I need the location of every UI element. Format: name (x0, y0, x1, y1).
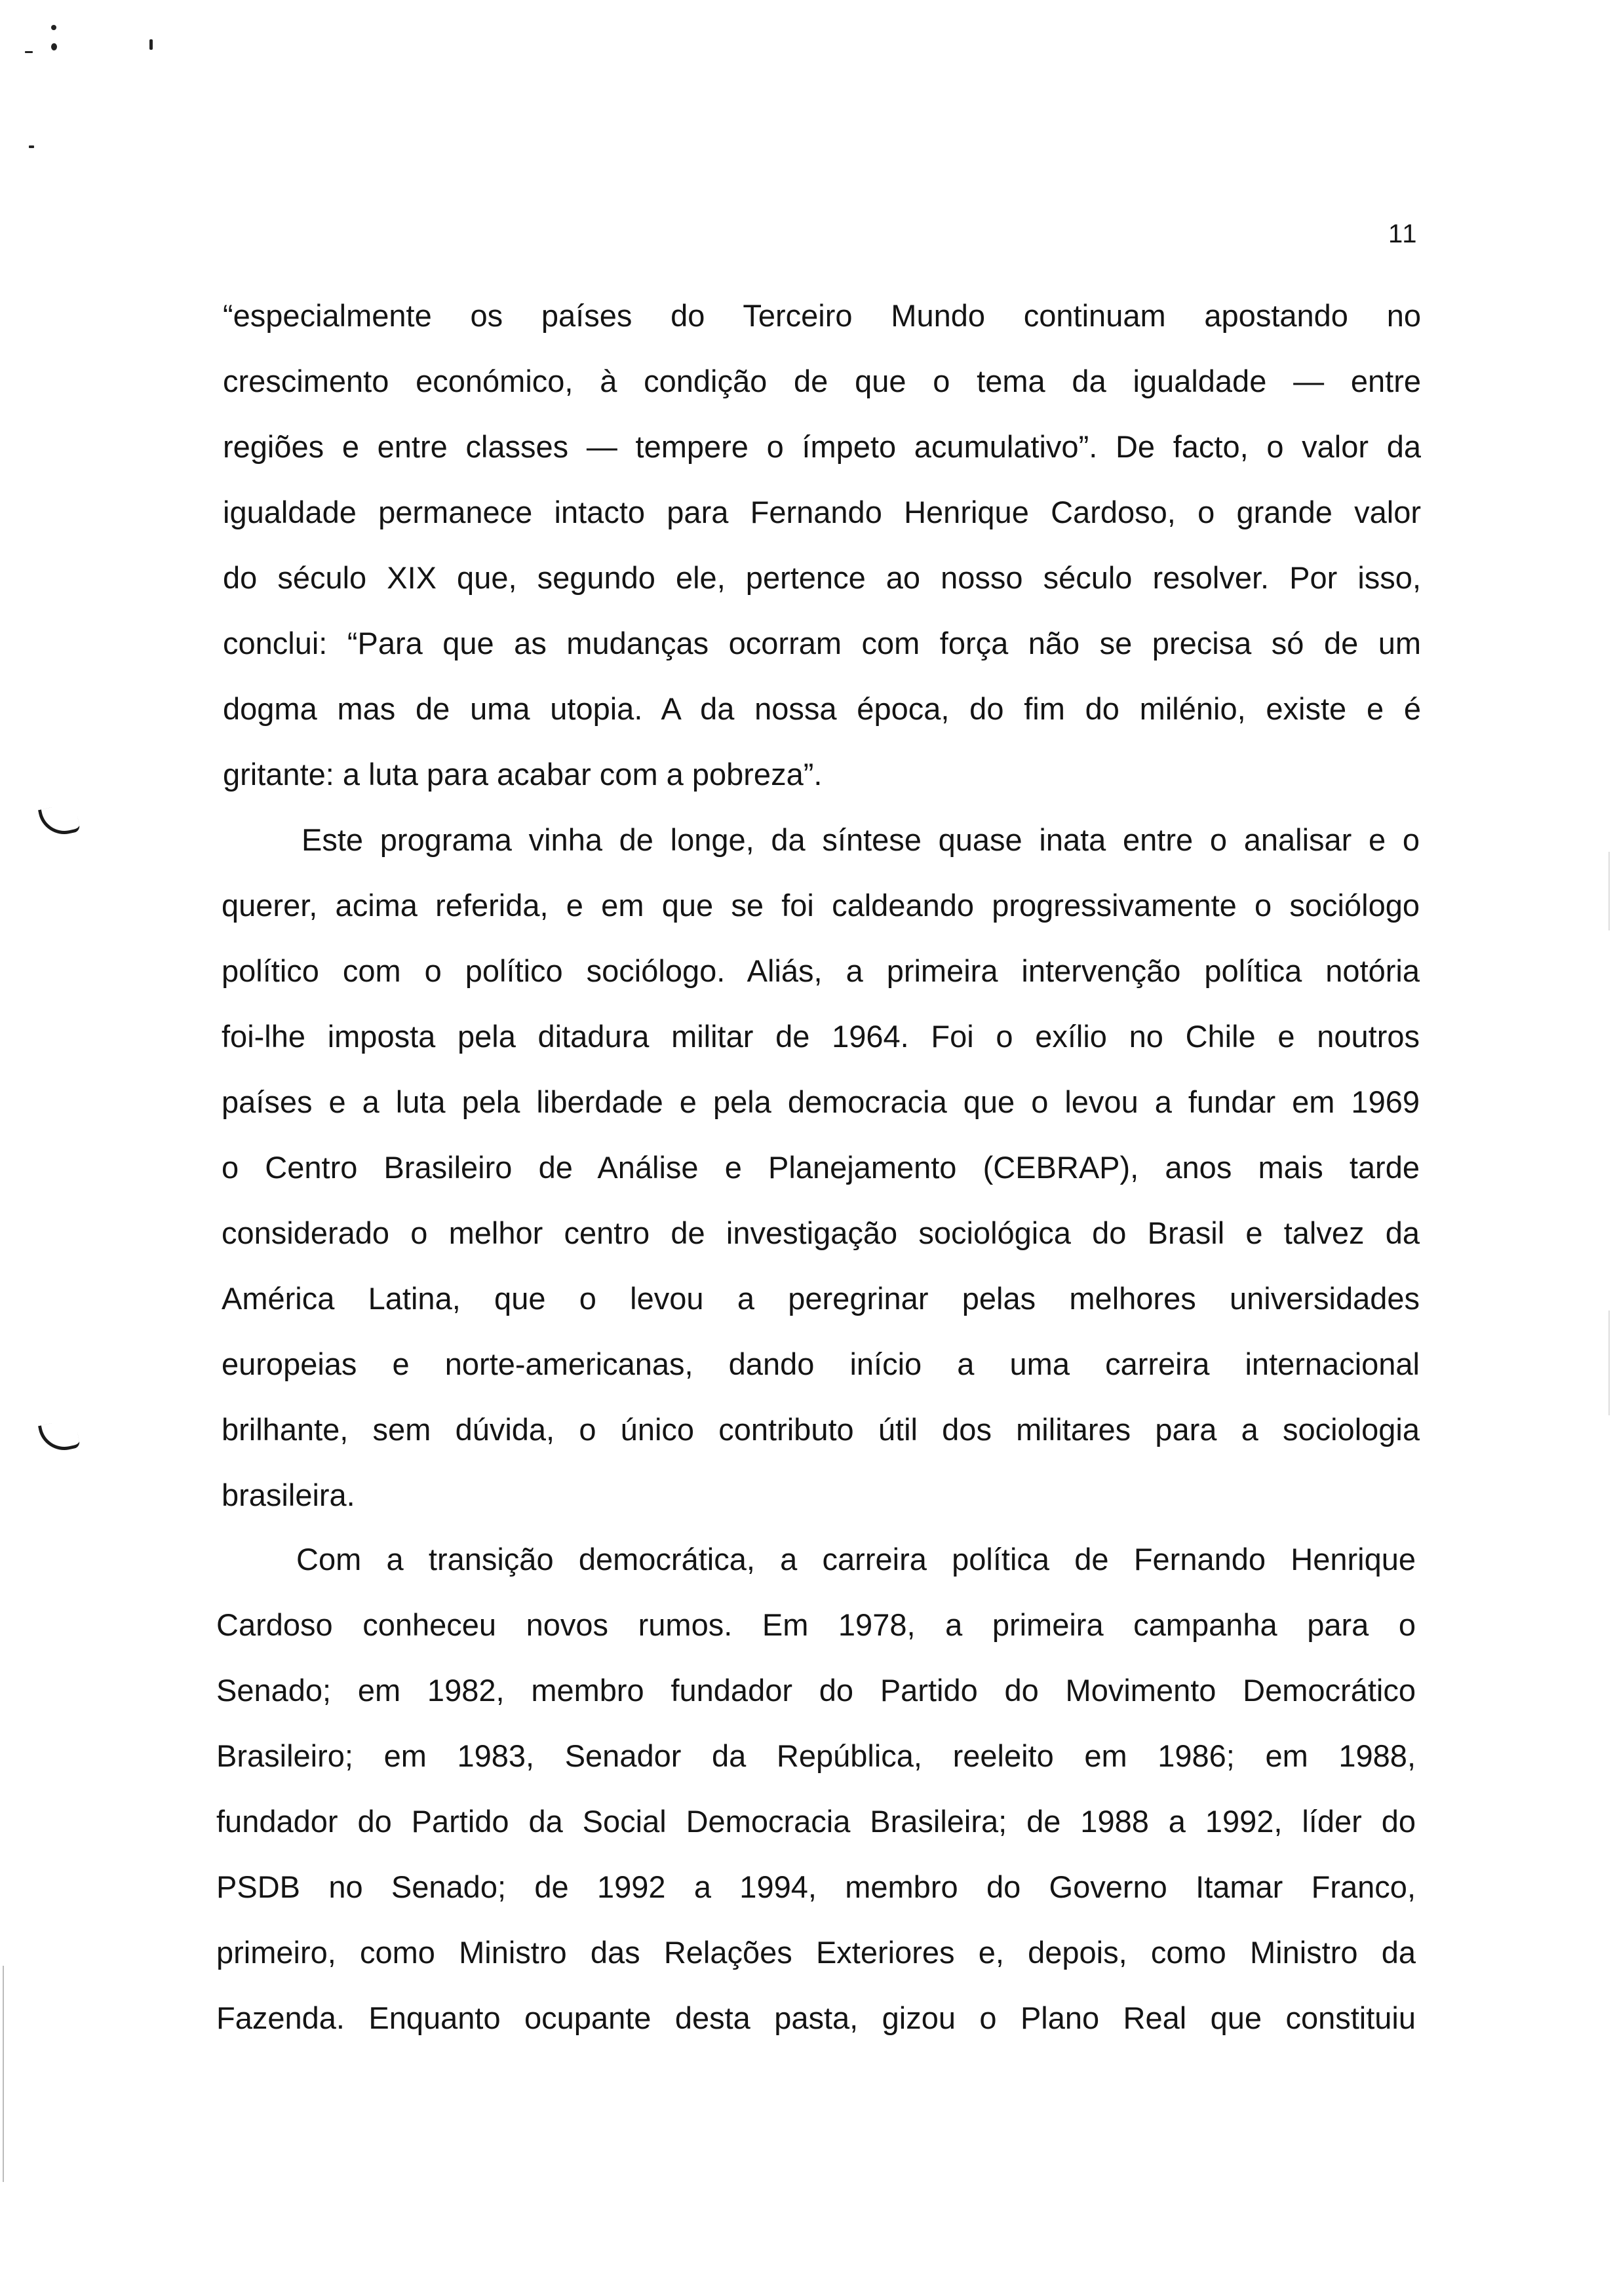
text-line: “especialmente os países do Terceiro Mundo continuam apostando no (223, 298, 1421, 333)
scan-edge-line (1608, 1311, 1610, 1415)
text-line: conclui: “Para que as mudanças ocorram com força não se precisa só de um (223, 626, 1421, 660)
text-line: do século XIX que, segundo ele, pertence ao nosso século resolver. Por isso, (223, 560, 1421, 595)
text-line: gritante: a luta para acabar com a pobreza”. (223, 757, 823, 792)
scan-edge-line (1608, 852, 1610, 930)
paragraph (223, 283, 1421, 807)
text-line: Senado; em 1982, membro fundador do Partido do Movimento Democrático (216, 1673, 1416, 1708)
text-line: foi-lhe imposta pela ditadura militar de 1964. Foi o exílio no Chile e noutros (222, 1019, 1420, 1054)
text-line: países e a luta pela liberdade e pela democracia que o levou a fundar em 1969 (222, 1084, 1420, 1119)
text-line: considerado o melhor centro de investigação sociológica do Brasil e talvez da (222, 1215, 1420, 1250)
text-line: Brasileiro; em 1983, Senador da República, reeleito em 1986; em 1988, (216, 1738, 1416, 1773)
text-line: brasileira. (222, 1478, 355, 1512)
text-line: regiões e entre classes — tempere o ímpeto acumulativo”. De facto, o valor da (223, 429, 1421, 464)
text-line: brilhante, sem dúvida, o único contributo útil dos militares para a sociologia (222, 1412, 1420, 1447)
text-line: Fazenda. Enquanto ocupante desta pasta, gizou o Plano Real que constituiu (216, 2000, 1416, 2035)
text-line: PSDB no Senado; de 1992 a 1994, membro do Governo Itamar Franco, (216, 1869, 1416, 1904)
scan-speck (29, 145, 34, 148)
text-line: Com a transição democrática, a carreira política de Fernando Henrique (296, 1542, 1416, 1577)
text-line: fundador do Partido da Social Democracia Brasileira; de 1988 a 1992, líder do (216, 1804, 1416, 1839)
text-line: América Latina, que o levou a peregrinar pelas melhores universidades (222, 1281, 1420, 1316)
text-line: Este programa vinha de longe, da síntese quase inata entre o analisar e o (302, 822, 1420, 857)
text-line: político com o político sociólogo. Aliás, a primeira intervenção política notória (222, 953, 1420, 988)
paragraph (216, 1527, 1416, 2051)
scan-speck (51, 43, 57, 50)
text-line: igualdade permanece intacto para Fernando Henrique Cardoso, o grande valor (223, 495, 1421, 529)
margin-check-mark (38, 1419, 81, 1455)
text-line: europeias e norte-americanas, dando início a uma carreira internacional (222, 1347, 1420, 1381)
text-line: primeiro, como Ministro das Relações Exteriores e, depois, como Ministro da (216, 1935, 1416, 1970)
text-line: crescimento económico, à condição de que o tema da igualdade — entre (223, 364, 1421, 398)
text-line: querer, acima referida, e em que se foi caldeando progressivamente o sociólogo (222, 888, 1420, 923)
text-line: dogma mas de uma utopia. A da nossa época, do fim do milénio, existe e é (223, 691, 1421, 726)
paragraph (222, 807, 1420, 1528)
scan-edge-line (3, 1966, 4, 2182)
page-number: 11 (1388, 220, 1418, 248)
scan-speck (149, 39, 153, 50)
margin-check-mark (38, 803, 81, 839)
text-line: o Centro Brasileiro de Análise e Planejamento (CEBRAP), anos mais tarde (222, 1150, 1420, 1185)
scan-speck (51, 25, 56, 30)
scan-speck (25, 51, 33, 53)
text-line: Cardoso conheceu novos rumos. Em 1978, a primeira campanha para o (216, 1607, 1416, 1642)
